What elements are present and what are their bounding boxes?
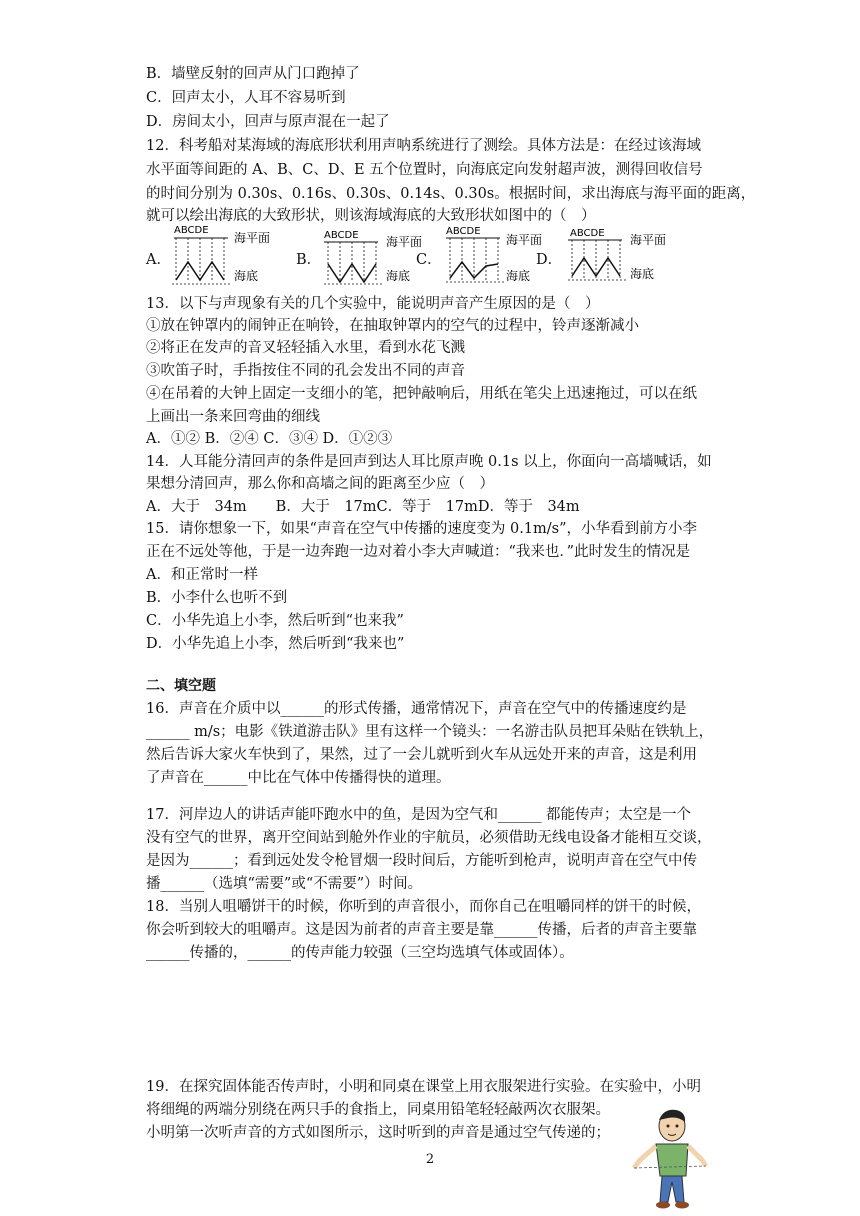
- q11-option-c: C．回声太小，人耳不容易听到: [146, 90, 346, 106]
- q14-line-2: 果想分清回声，那么你和高墙之间的距离至少应（ ）: [146, 476, 494, 492]
- option-label: A．: [146, 252, 171, 268]
- q12-line-2: 水平面等间距的 A、B、C、D、E 五个位置时，向海底定向发射超声波，测得回收信号: [146, 162, 703, 178]
- q17-line-1: 17．河岸边人的讲话声能吓跑水中的鱼，是因为空气和______ 都能传声；太空是一个: [146, 807, 692, 823]
- q19-line-1: 19．在探究固体能否传声时，小明和同桌在课堂上用衣服架进行实验。在实验中，小明: [146, 1079, 701, 1095]
- q19-line-2: 将细绳的两端分别绕在两只手的食指上，同桌用铅笔轻轻敲两次衣服架。: [146, 1102, 610, 1118]
- position-letters: ABCDE: [324, 230, 359, 241]
- q15-option-a: A．和正常时一样: [146, 567, 258, 583]
- sea-level-label: 海平面: [506, 233, 543, 247]
- q15-option-c: C．小华先追上小李，然后听到“也来我”: [146, 613, 404, 629]
- position-letters: ABCDE: [174, 225, 209, 236]
- section-title: 二、填空题: [146, 678, 216, 694]
- boy-listening-illustration: [626, 1104, 712, 1214]
- q17-line-4: 播______（选填“需要”或“不需要”）时间。: [146, 876, 423, 892]
- q13-item-4b: 上画出一条来回弯曲的细线: [146, 409, 320, 425]
- q15-option-b: B．小李什么也听不到: [146, 590, 288, 606]
- sea-floor-label: 海底: [234, 269, 259, 283]
- q18-line-1: 18．当别人咀嚼饼干的时候，你听到的声音很小，而你自己在咀嚼同样的饼干的时候，: [146, 899, 701, 915]
- seafloor-diagram-d: [564, 222, 694, 292]
- q12-line-4: 就可以绘出海底的大致形状，则该海域海底的大致形状如图中的（ ）: [146, 208, 596, 224]
- position-letters: ABCDE: [570, 228, 605, 239]
- q16-line-3: 然后告诉大家火车快到了，果然，过了一会儿就听到火车从远处开来的声音，这是利用: [146, 747, 697, 763]
- q17-line-3: 是因为______；看到远处发令枪冒烟一段时间后，方能听到枪声，说明声音在空气中传: [146, 853, 697, 869]
- page-number: 2: [425, 1152, 435, 1167]
- q13-options: A．①② B．②④ C．③④ D．①②③: [146, 431, 393, 447]
- q13-stem: 13．以下与声现象有关的几个实验中，能说明声音产生原因的是（ ）: [146, 296, 600, 312]
- q15-option-d: D．小华先追上小李，然后听到“我来也”: [146, 636, 405, 652]
- q13-item-1: ①放在钟罩内的闹钟正在响铃，在抽取钟罩内的空气的过程中，铃声逐渐减小: [146, 318, 639, 334]
- sea-floor-label: 海底: [506, 269, 531, 283]
- q13-item-3: ③吹笛子时，手指按住不同的孔会发出不同的声音: [146, 363, 465, 379]
- q12-options: [146, 222, 706, 292]
- position-letters: ABCDE: [446, 226, 481, 237]
- q11-option-b: B．墙壁反射的回声从门口跑掉了: [146, 66, 360, 82]
- option-label: B．: [296, 252, 322, 268]
- q16-line-2: ______ m/s；电影《铁道游击队》里有这样一个镜头：一名游击队员把耳朵贴在铁轨上，: [146, 724, 714, 740]
- q15-line-2: 正在不远处等他，于是一边奔跑一边对着小李大声喊道：“我来也．”此时发生的情况是: [146, 544, 691, 560]
- q15-line-1: 15．请你想象一下，如果“声音在空气中传播的速度变为 0.1m/s”，小华看到前方小李: [146, 521, 698, 537]
- sea-floor-label: 海底: [386, 269, 411, 283]
- q13-item-4a: ④在吊着的大钟上固定一支细小的笔，把钟敲响后，用纸在笔尖上迅速拖过，可以在纸: [146, 386, 697, 402]
- q11-option-d: D．房间太小，回声与原声混在一起了: [146, 114, 390, 130]
- q18-line-3: ______传播的，______的传声能力较强（三空均选填气体或固体）。: [146, 945, 574, 961]
- q14-line-1: 14．人耳能分清回声的条件是回声到达人耳比原声晚 0.1s 以上，你面向一高墙喊话，如: [146, 454, 712, 470]
- q18-line-2: 你会听到较大的咀嚼声。这是因为前者的声音主要是靠______传播，后者的声音主要靠: [146, 922, 697, 938]
- sea-level-label: 海平面: [386, 235, 423, 249]
- q17-line-2: 没有空气的世界，离开空间站到舱外作业的宇航员，必须借助无线电设备才能相互交谈，: [146, 830, 712, 846]
- q12-line-3: 的时间分别为 0.30s、0.16s、0.30s、0.14s、0.30s。根据时间，求出海底与海平面的距离，: [146, 186, 756, 202]
- q12-line-1: 12．科考船对某海域的海底形状利用声呐系统进行了测绘。具体方法是：在经过该海域: [146, 138, 701, 154]
- q14-options: A．大于 34m B．大于 17mC．等于 17mD．等于 34m: [146, 499, 580, 515]
- q13-item-2: ②将正在发声的音叉轻轻插入水里，看到水花飞溅: [146, 340, 465, 356]
- option-label: C．: [416, 252, 442, 268]
- seafloor-diagram-a: [168, 222, 288, 292]
- sea-level-label: 海平面: [234, 231, 271, 245]
- q16-line-4: 了声音在______中比在气体中传播得快的道理。: [146, 770, 451, 786]
- option-label: D．: [536, 252, 563, 268]
- q19-line-3: 小明第一次听声音的方式如图所示，这时听到的声音是通过空气传递的；: [146, 1125, 610, 1141]
- sea-floor-label: 海底: [630, 267, 655, 281]
- sea-level-label: 海平面: [630, 233, 667, 247]
- q16-line-1: 16．声音在介质中以______的形式传播，通常情况下，声音在空气中的传播速度约是: [146, 701, 687, 717]
